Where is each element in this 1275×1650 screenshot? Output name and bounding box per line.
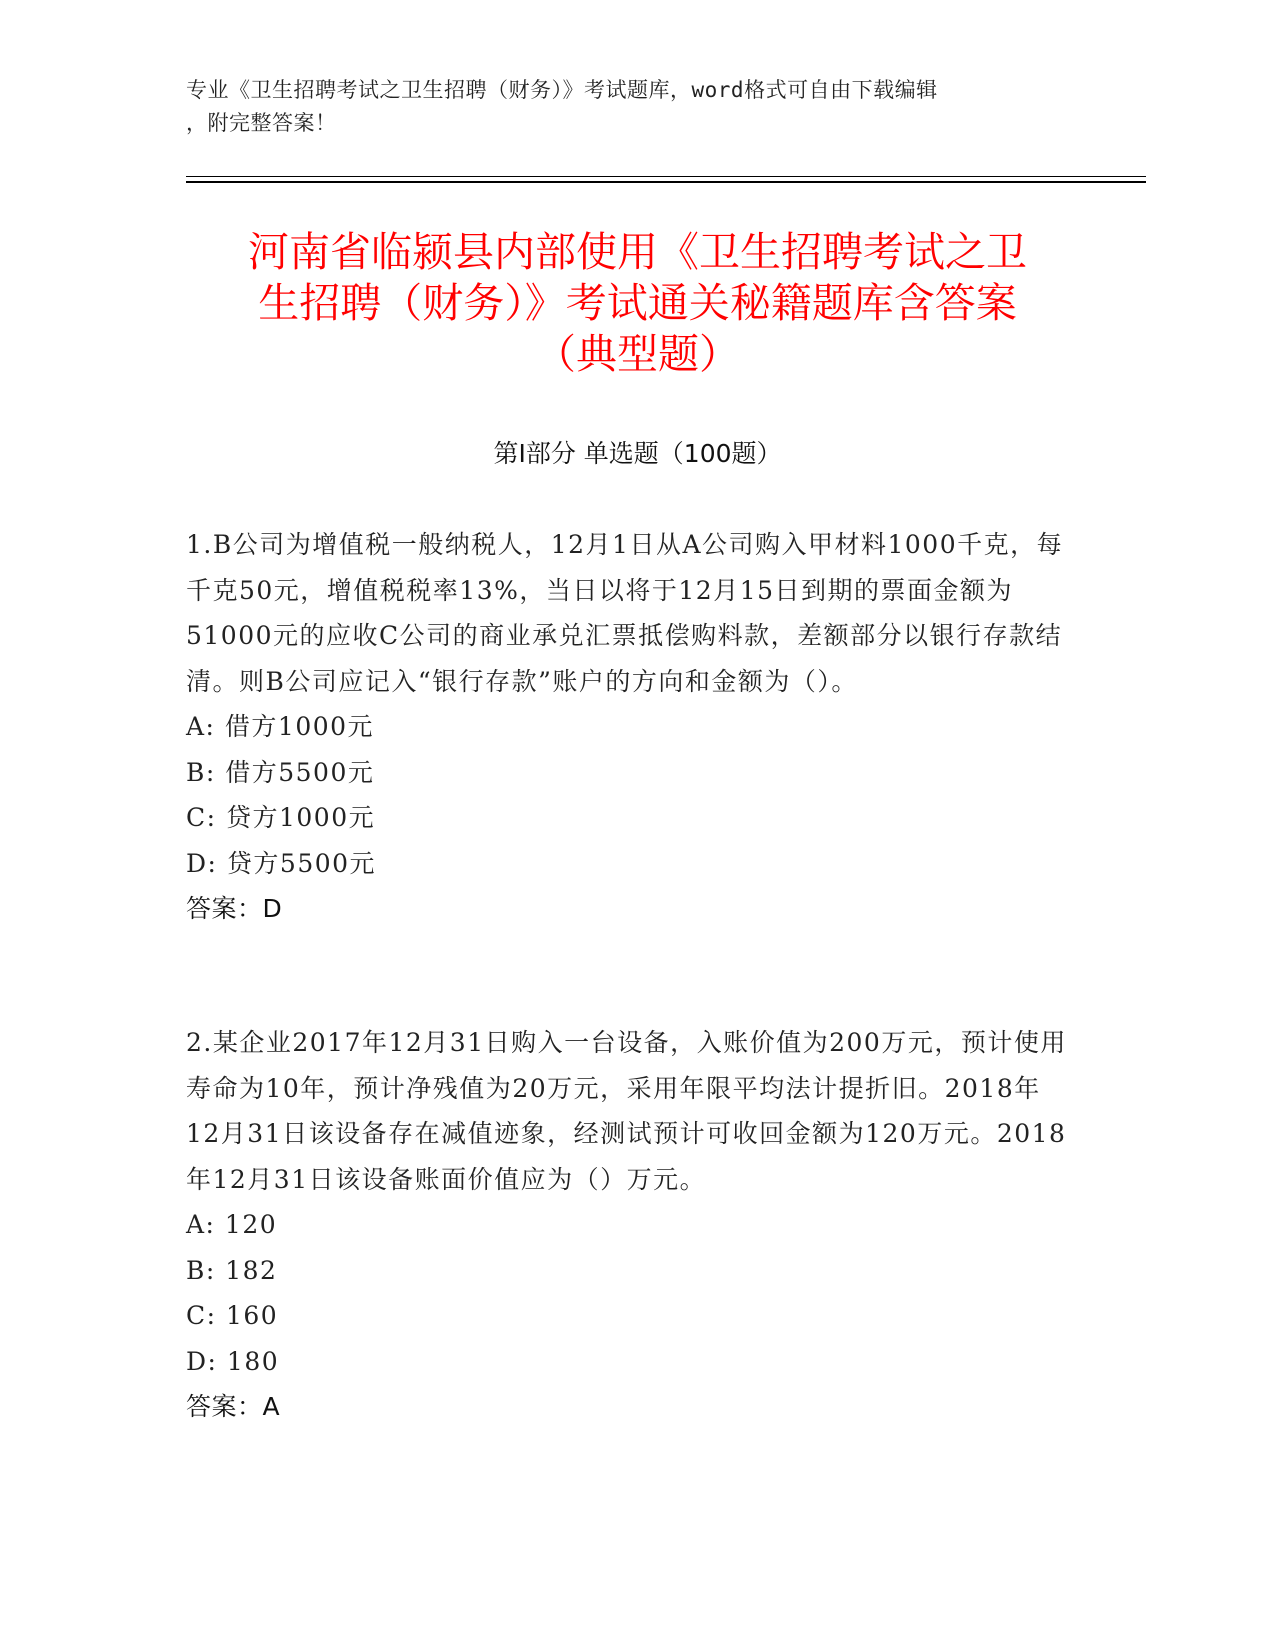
option-d: D: 贷方5500元 — [186, 848, 377, 878]
header-note-line-2: ，附完整答案！ — [186, 111, 337, 135]
question-1 — [186, 522, 1071, 932]
option-a: A: 120 — [186, 1210, 278, 1239]
option-c: C: 160 — [186, 1301, 279, 1330]
option-d: D: 180 — [186, 1346, 280, 1376]
question-stem: 1.B公司为增值税一般纳税人，12月1日从A公司购入甲材料1000千克，每千克50元，增值税税率13%，当日以将于12月15日到期的票面金额为51000元的应收C公司的商业承兑汇票抵偿购料款，差额部分以银行存款结清。则B公司应记入“银行存款”账户的方向和金额为（）。 — [186, 530, 1064, 696]
header-note-line-1: 专业《卫生招聘考试之卫生招聘（财务）》考试题库，word格式可自由下载编辑 — [186, 78, 938, 102]
header-divider-thin — [186, 176, 1146, 177]
document-title-line-2: 生招聘（财务）》考试通关秘籍题库含答案 — [258, 279, 1017, 327]
header-divider-thick — [186, 181, 1146, 183]
section-title: 第Ⅰ部分 单选题（100题） — [493, 439, 782, 468]
option-a: A: 借方1000元 — [186, 712, 375, 741]
answer: 答案：D — [186, 894, 283, 923]
header-note — [186, 74, 1066, 140]
document-title-line-3: （典型题） — [535, 330, 740, 378]
option-b: B: 182 — [186, 1255, 278, 1285]
option-b: B: 借方5500元 — [186, 757, 375, 787]
document-title-line-1: 河南省临颍县内部使用《卫生招聘考试之卫 — [248, 228, 1027, 276]
document-title — [186, 227, 1089, 380]
answer: 答案：A — [186, 1392, 281, 1421]
question-stem: 2.某企业2017年12月31日购入一台设备，入账价值为200万元，预计使用寿命为10年，预计净残值为20万元，采用年限平均法计提折旧。2018年12月31日该设备存在减值迹象，经测试预计可收回金额为120万元。2018年12月31日该设备账面价值应为（）万元。 — [186, 1028, 1067, 1194]
question-2 — [186, 1020, 1071, 1430]
option-c: C: 贷方1000元 — [186, 803, 376, 832]
